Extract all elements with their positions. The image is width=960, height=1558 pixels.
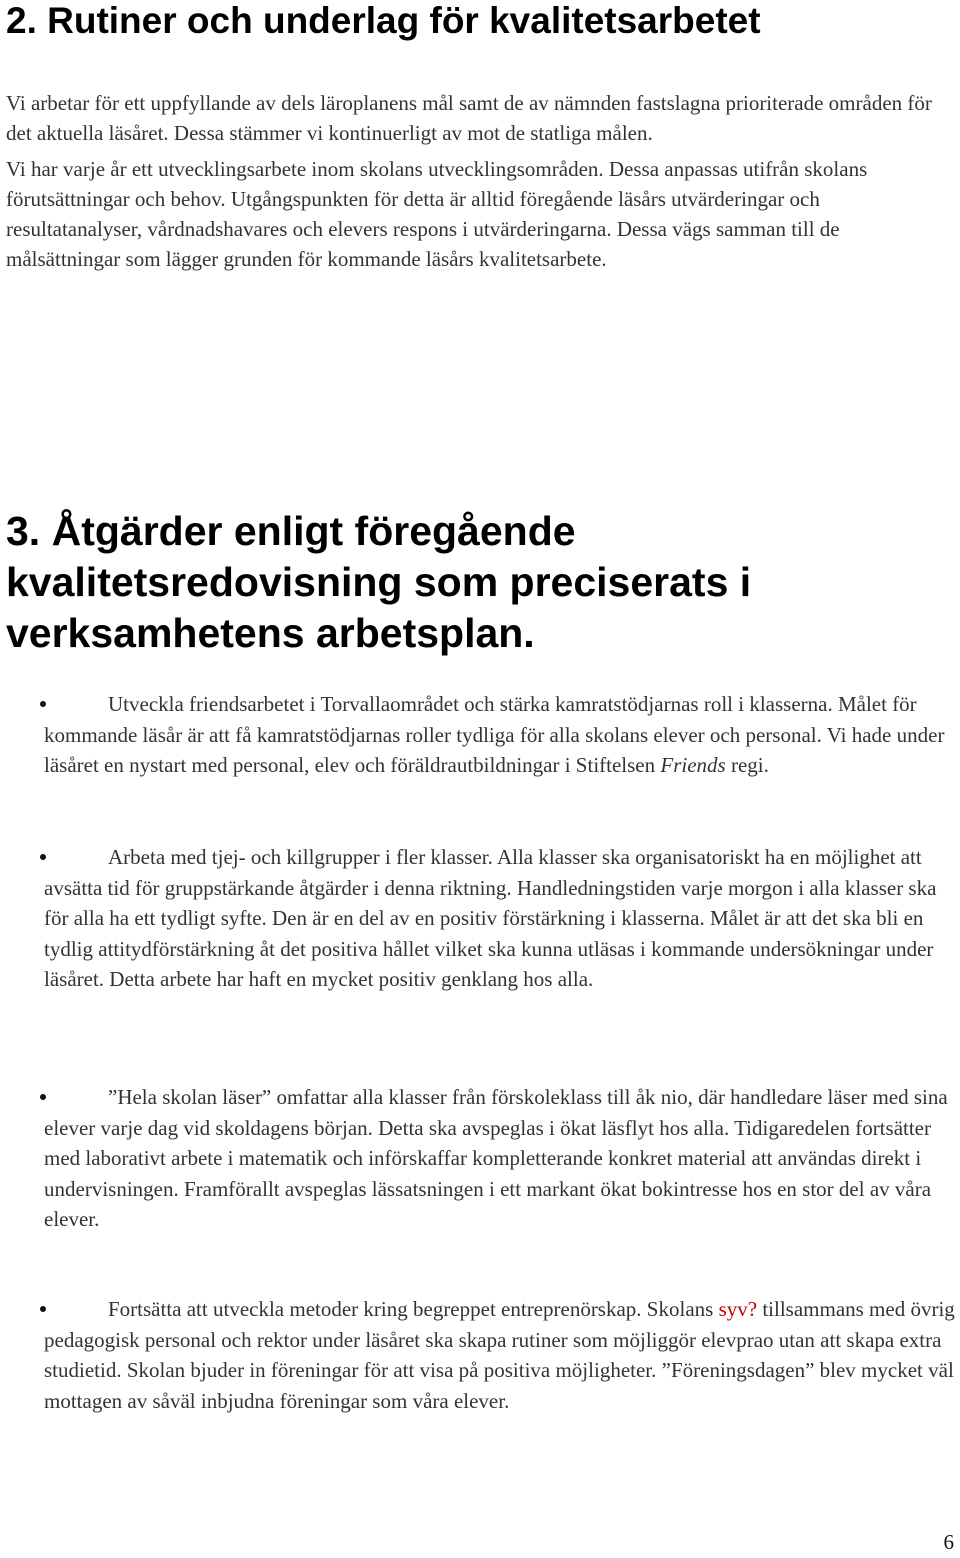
- bullet-dot-icon: [40, 1094, 46, 1100]
- bullet-text-main: ”Hela skolan läser” omfattar alla klasser från förskoleklass till åk nio, där handledare läser med sina elever varje dag vid skoldagens början. Detta ska avspeglas i ökat läsflyt hos alla. Tidigaredelen fortsätter med laborativt arbete i matematik och införskaffar kompletterande konkret material att användas direkt i undervisningen. Framförallt avspeglas lässatsningen i ett markant ökat bokintresse hos en stor del av våra elever.: [44, 1085, 948, 1231]
- page-number: 6: [943, 1530, 954, 1554]
- bullet-text-main: Fortsätta att utveckla metoder kring begreppet entreprenörskap. Skolans: [108, 1297, 719, 1321]
- bullet-text: [44, 689, 960, 781]
- section-2-body: [6, 88, 946, 274]
- bullet-text-end: tillsammans med övrig pedagogisk personal och rektor under läsåret ska skapa rutiner som möjliggör elevprao utan att skapa extra studietid. Skolan bjuder in föreningar för att visa på positiva möjligheter. ”Föreningsdagen” blev mycket väl mottagen av såväl inbjudna föreningar som våra elever.: [44, 1297, 955, 1413]
- bullet-text-end: regi.: [725, 753, 769, 777]
- section-3-heading: 3. Åtgärder enligt föregående kvalitetsredovisning som preciserats i verksamhetens arbetsplan.: [6, 508, 752, 656]
- bullet-text-main: Arbeta med tjej- och killgrupper i fler klasser. Alla klasser ska organisatoriskt ha en möjlighet att avsätta tid för gruppstärkande åtgärder i denna riktning. Handledningstiden varje morgon i alla klasser ska för alla ha ett tydligt syfte. Den är en del av en positiv förstärkning i klasserna. Målet är att det ska bli en tydlig attitydförstärkning åt det positiva hållet vilket ska kunna utläsas i kommande undersökningar under läsåret. Detta arbete har haft en mycket positiv genklang hos alla.: [44, 845, 937, 991]
- bullet-text-italic: Friends: [660, 753, 726, 777]
- bullet-item-entrepreneurship: [44, 1294, 960, 1416]
- bullet-text: [44, 1294, 960, 1416]
- bullet-item-groups: [44, 842, 960, 995]
- section-2-paragraph-1: Vi arbetar för ett uppfyllande av dels läroplanens mål samt de av nämnden fastslagna prioriterade områden för det aktuella läsåret. Dessa stämmer vi kontinuerligt av mot de statliga målen.: [6, 91, 932, 145]
- section-2-paragraph-2: Vi har varje år ett utvecklingsarbete inom skolans utvecklingsområden. Dessa anpassas utifrån skolans förutsättningar och behov. Utgångspunkten för detta är alltid föregående läsårs utvärderingar och resultatanalyser, vårdnadshavares och elevers respons i utvärderingarna. Dessa vägs samman till de målsättningar som lägger grunden för kommande läsårs kvalitetsarbete.: [6, 157, 868, 271]
- bullet-dot-icon: [40, 854, 46, 860]
- section-2-heading: 2. Rutiner och underlag för kvalitetsarbetet: [6, 0, 761, 41]
- bullet-item-reading: [44, 1082, 960, 1235]
- bullet-text: [44, 842, 960, 995]
- bullet-dot-icon: [40, 701, 46, 707]
- bullet-text: [44, 1082, 960, 1235]
- bullet-text-main: Utveckla friendsarbetet i Torvallaområdet och stärka kamratstödjarnas roll i klasserna. Målet för kommande läsår är att få kamratstödjarnas roller tydliga för alla skolans elever och personal. Vi hade under läsåret en nystart med personal, elev och föräldrautbildningar i Stiftelsen: [44, 692, 945, 777]
- bullet-dot-icon: [40, 1306, 46, 1312]
- highlighted-text: syv?: [718, 1297, 758, 1321]
- bullet-item-friends: [44, 689, 960, 781]
